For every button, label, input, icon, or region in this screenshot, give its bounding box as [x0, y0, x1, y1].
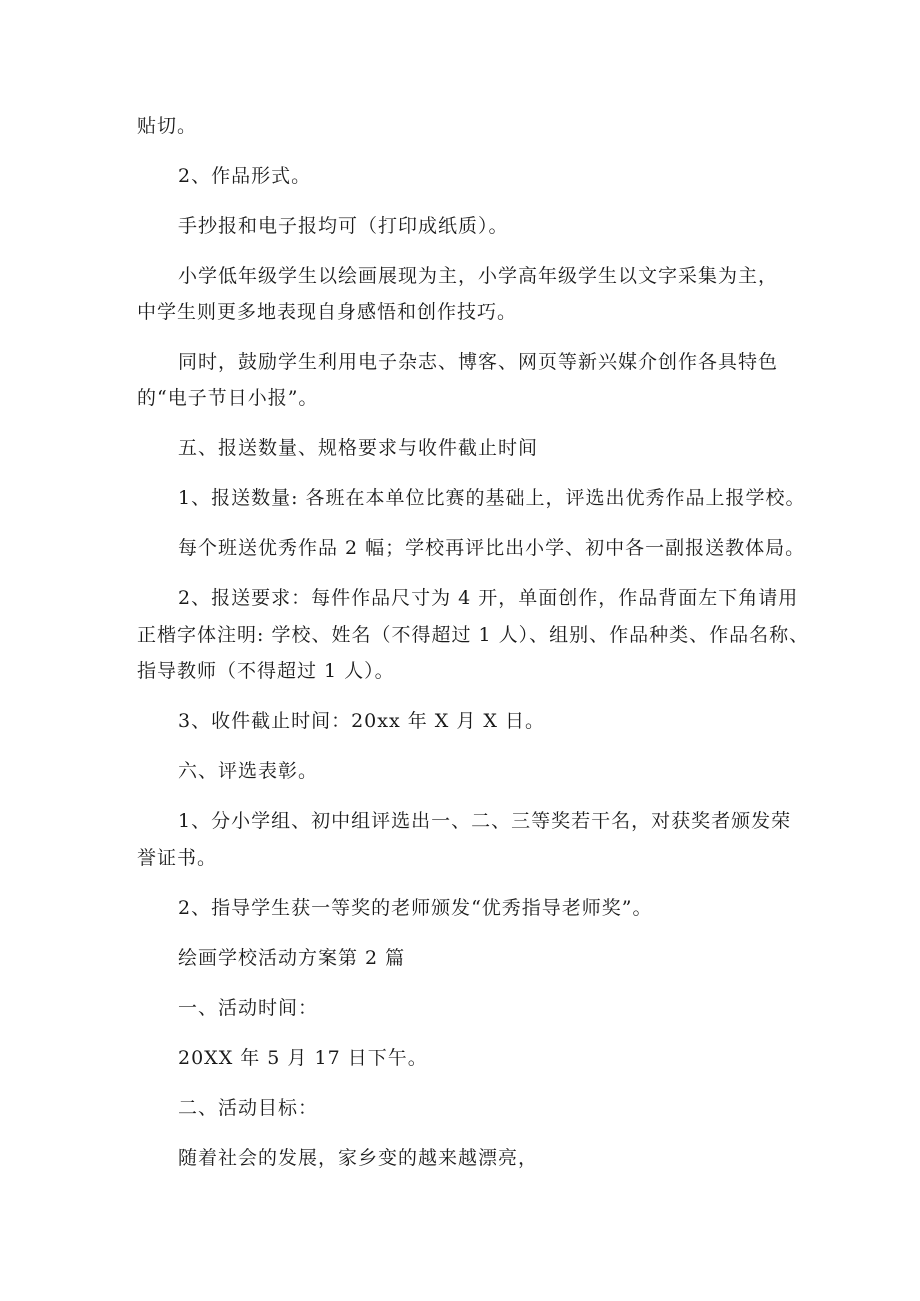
text-line: 随着社会的发展，家乡变的越来越漂亮， — [178, 1147, 539, 1169]
text-line: 每个班送优秀作品 2 幅；学校再评比出小学、初中各一副报送教体局。 — [178, 537, 806, 559]
text-line: 正楷字体注明: 学校、姓名（不得超过 1 人）、组别、作品种类、作品名称、 — [137, 624, 810, 646]
text-line: 3、收件截止时间：20xx 年 X 月 X 日。 — [178, 710, 545, 732]
text-line: 1、报送数量: 各班在本单位比赛的基础上，评选出优秀作品上报学校。 — [178, 487, 806, 509]
text-line: 贴切。 — [137, 115, 198, 137]
section-heading: 五、报送数量、规格要求与收件截止时间 — [178, 437, 539, 459]
text-line: 的“电子节日小报”。 — [137, 387, 319, 409]
text-line: 手抄报和电子报均可（打印成纸质）。 — [178, 215, 509, 237]
text-line: 2、指导学生获一等奖的老师颁发“优秀指导老师奖”。 — [178, 897, 653, 919]
section-heading: 二、活动目标： — [178, 1097, 319, 1119]
text-line: 1、分小学组、初中组评选出一、二、三等奖若干名，对获奖者颁发荣 — [178, 810, 792, 832]
text-line: 指导教师（不得超过 1 人）。 — [137, 660, 395, 682]
text-line: 2、作品形式。 — [178, 165, 312, 187]
text-line: 誉证书。 — [137, 847, 218, 869]
text-line: 20XX 年 5 月 17 日下午。 — [178, 1047, 428, 1069]
section-heading: 一、活动时间： — [178, 997, 319, 1019]
text-line: 2、报送要求：每件作品尺寸为 4 开，单面创作，作品背面左下角请用 — [178, 587, 799, 609]
section-heading: 六、评选表彰。 — [178, 760, 319, 782]
text-line: 同时，鼓励学生利用电子杂志、博客、网页等新兴媒介创作各具特色 — [178, 351, 779, 373]
text-line: 小学低年级学生以绘画展现为主，小学高年级学生以文字采集为主， — [178, 265, 779, 287]
article-title: 绘画学校活动方案第 2 篇 — [178, 947, 406, 969]
text-line: 中学生则更多地表现自身感悟和创作技巧。 — [137, 301, 518, 323]
